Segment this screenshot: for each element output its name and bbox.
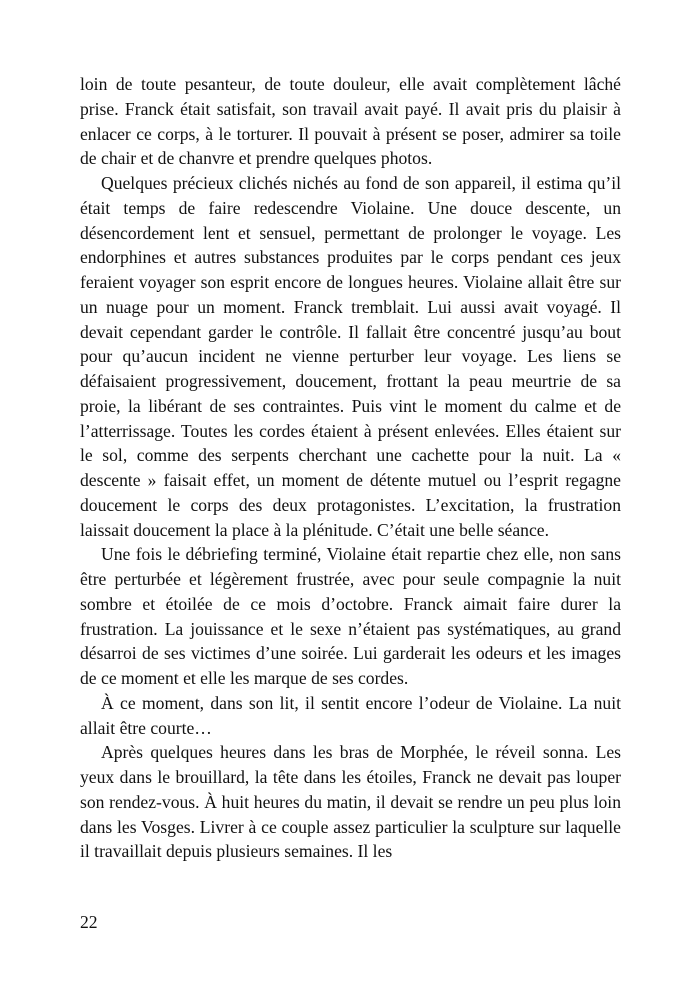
page-number: 22 [80, 912, 98, 932]
paragraph-3: Une fois le débriefing terminé, Violaine était repartie chez elle, non sans être perturbée et légèrement frustrée, avec pour seule compagnie la nuit sombre et étoilée de ce mois d’octobre. Franck aimait faire durer la frustration. La jouissance et le sexe n’étaient pas systématiques, au grand désarroi de ses victimes d’une soirée. Lui garderait les odeurs et les images de ce moment et elle les marque de ses cordes. [80, 544, 621, 688]
paragraph-4: À ce moment, dans son lit, il sentit encore l’odeur de Violaine. La nuit allait être courte… [80, 692, 621, 738]
paragraph-5: Après quelques heures dans les bras de Morphée, le réveil sonna. Les yeux dans le brouillard, la tête dans les étoiles, Franck ne devait pas louper son rendez-vous. À huit heures du matin, il devait se rendre un peu plus loin dans les Vosges. Livrer à ce couple assez particulier la sculpture sur laquelle il travaillait depuis plusieurs semaines. Il les [80, 742, 621, 862]
paragraph-1: loin de toute pesanteur, de toute douleur, elle avait complètement lâché prise. Franck était satisfait, son travail avait payé. Il avait pris du plaisir à enlacer ce corps, à le torturer. Il pouvait à présent se poser, admirer sa toile de chair et de chanvre et prendre quelques photos. [80, 74, 621, 169]
paragraph-2: Quelques précieux clichés nichés au fond de son appareil, il estima qu’il était temps de faire redescendre Violaine. Une douce descente, un désencordement lent et sensuel, permettant de prolonger le voyage. Les endorphines et autres substances produites par le corps pendant ces jeux feraient voyager son esprit encore de longues heures. Violaine allait être sur un nuage pour un moment. Franck tremblait. Lui aussi avait voyagé. Il devait cependant garder le contrôle. Il fallait être concentré jusqu’au bout pour qu’aucun incident ne vienne perturber leur voyage. Les liens se défaisaient progressivement, doucement, frottant la peau meurtrie de sa proie, la libérant de ses contraintes. Puis vint le moment du calme et de l’atterrissage. Toutes les cordes étaient à présent enlevées. Elles étaient sur le sol, comme des serpents cherchant une cachette pour la nuit. La « descente » faisait effet, un moment de détente mutuel ou l’esprit regagne doucement le corps des deux protagonistes. L’excitation, la frustration laissait doucement la place à la plénitude. C’était une belle séance. [80, 173, 621, 540]
page-body [80, 72, 621, 864]
